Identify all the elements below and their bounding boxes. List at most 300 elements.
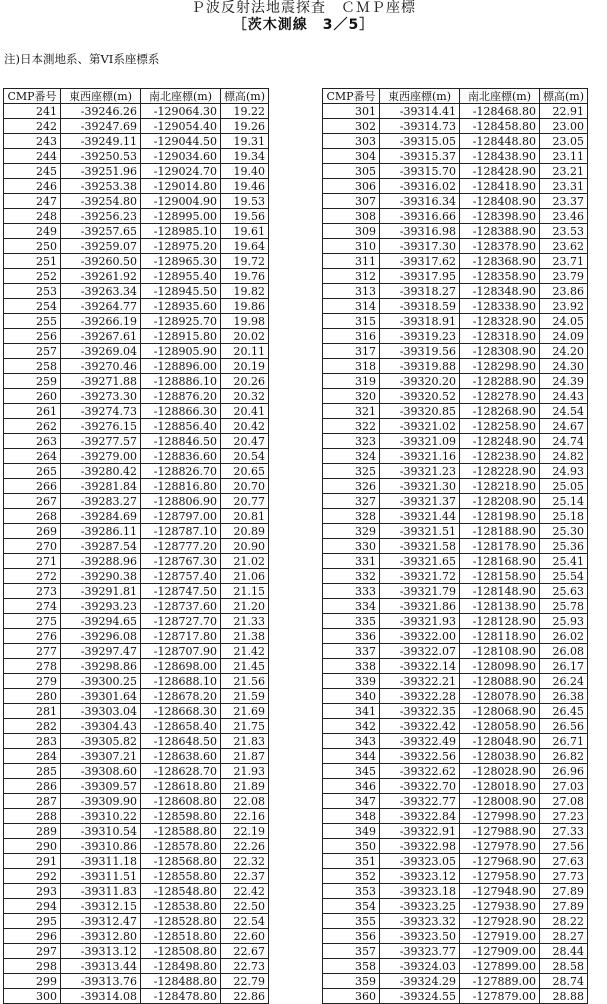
cell-cmp-number: 277 (4, 644, 61, 659)
cell-easting: -39322.00 (380, 629, 460, 644)
table-row (4, 584, 269, 599)
cell-elevation: 22.32 (221, 854, 269, 869)
cell-northing: -128208.90 (460, 494, 540, 509)
cell-elevation: 22.60 (221, 929, 269, 944)
cell-northing: -128318.90 (460, 329, 540, 344)
cell-northing: -128068.90 (460, 704, 540, 719)
cell-easting: -39267.61 (61, 329, 141, 344)
cell-easting: -39324.03 (380, 959, 460, 974)
cell-elevation: 28.74 (540, 974, 588, 989)
table-row (323, 989, 588, 1004)
cell-elevation: 26.38 (540, 689, 588, 704)
cell-easting: -39321.58 (380, 539, 460, 554)
cell-cmp-number: 283 (4, 734, 61, 749)
cell-northing: -128458.80 (460, 119, 540, 134)
cell-easting: -39323.77 (380, 944, 460, 959)
cell-elevation: 22.73 (221, 959, 269, 974)
table-row (323, 839, 588, 854)
table-row (4, 224, 269, 239)
cell-elevation: 26.82 (540, 749, 588, 764)
cell-easting: -39321.93 (380, 614, 460, 629)
cell-easting: -39246.26 (61, 104, 141, 119)
cell-northing: -128278.90 (460, 389, 540, 404)
cell-cmp-number: 261 (4, 404, 61, 419)
cell-easting: -39321.23 (380, 464, 460, 479)
cell-northing: -128737.60 (141, 599, 221, 614)
cell-northing: -128588.80 (141, 824, 221, 839)
cell-cmp-number: 302 (323, 119, 380, 134)
cell-northing: -128915.80 (141, 329, 221, 344)
cell-elevation: 24.09 (540, 329, 588, 344)
cell-easting: -39321.16 (380, 449, 460, 464)
table-row (4, 719, 269, 734)
cell-easting: -39318.27 (380, 284, 460, 299)
cell-cmp-number: 242 (4, 119, 61, 134)
table-row (4, 314, 269, 329)
cell-easting: -39266.19 (61, 314, 141, 329)
table-row (4, 794, 269, 809)
cell-cmp-number: 281 (4, 704, 61, 719)
cell-cmp-number: 289 (4, 824, 61, 839)
cell-northing: -128608.80 (141, 794, 221, 809)
cell-cmp-number: 311 (323, 254, 380, 269)
cell-northing: -128328.90 (460, 314, 540, 329)
cell-northing: -128698.00 (141, 659, 221, 674)
cell-elevation: 22.08 (221, 794, 269, 809)
cell-elevation: 23.62 (540, 239, 588, 254)
cell-elevation: 22.26 (221, 839, 269, 854)
cell-easting: -39313.76 (61, 974, 141, 989)
table-row (323, 899, 588, 914)
cell-easting: -39322.62 (380, 764, 460, 779)
cell-easting: -39310.22 (61, 809, 141, 824)
cell-easting: -39300.25 (61, 674, 141, 689)
cell-easting: -39323.32 (380, 914, 460, 929)
cell-cmp-number: 284 (4, 749, 61, 764)
cell-elevation: 26.24 (540, 674, 588, 689)
cell-elevation: 24.05 (540, 314, 588, 329)
table-row (4, 704, 269, 719)
table-row (323, 629, 588, 644)
cell-cmp-number: 357 (323, 944, 380, 959)
cell-cmp-number: 245 (4, 164, 61, 179)
cell-easting: -39320.20 (380, 374, 460, 389)
cell-northing: -128688.10 (141, 674, 221, 689)
cell-cmp-number: 304 (323, 149, 380, 164)
cell-northing: -128866.30 (141, 404, 221, 419)
cell-northing: -128338.90 (460, 299, 540, 314)
table-row (4, 644, 269, 659)
table-row (323, 674, 588, 689)
cell-easting: -39276.15 (61, 419, 141, 434)
cell-northing: -129014.80 (141, 179, 221, 194)
table-row (323, 944, 588, 959)
cell-cmp-number: 270 (4, 539, 61, 554)
table-row (4, 239, 269, 254)
cell-northing: -128638.60 (141, 749, 221, 764)
cell-cmp-number: 360 (323, 989, 380, 1004)
table-row (4, 299, 269, 314)
cell-easting: -39254.80 (61, 194, 141, 209)
cell-cmp-number: 328 (323, 509, 380, 524)
cell-easting: -39324.55 (380, 989, 460, 1004)
cell-elevation: 26.71 (540, 734, 588, 749)
cell-easting: -39322.98 (380, 839, 460, 854)
cell-northing: -128925.70 (141, 314, 221, 329)
cell-elevation: 21.45 (221, 659, 269, 674)
table-row (4, 914, 269, 929)
cell-cmp-number: 351 (323, 854, 380, 869)
cell-cmp-number: 259 (4, 374, 61, 389)
cell-easting: -39323.12 (380, 869, 460, 884)
table-row (4, 134, 269, 149)
cell-northing: -127938.90 (460, 899, 540, 914)
cell-elevation: 24.93 (540, 464, 588, 479)
cell-cmp-number: 343 (323, 734, 380, 749)
cell-easting: -39323.25 (380, 899, 460, 914)
table-row (4, 569, 269, 584)
cell-cmp-number: 264 (4, 449, 61, 464)
cell-elevation: 22.37 (221, 869, 269, 884)
cell-easting: -39249.11 (61, 134, 141, 149)
cell-elevation: 20.26 (221, 374, 269, 389)
cell-elevation: 19.76 (221, 269, 269, 284)
cell-elevation: 25.93 (540, 614, 588, 629)
table-row (4, 929, 269, 944)
cell-easting: -39298.86 (61, 659, 141, 674)
cell-northing: -127998.90 (460, 809, 540, 824)
table-row (4, 494, 269, 509)
cell-cmp-number: 274 (4, 599, 61, 614)
cell-easting: -39309.90 (61, 794, 141, 809)
cell-easting: -39316.66 (380, 209, 460, 224)
table-row (323, 449, 588, 464)
cell-northing: -127958.90 (460, 869, 540, 884)
cell-elevation: 19.31 (221, 134, 269, 149)
cell-easting: -39323.50 (380, 929, 460, 944)
cell-elevation: 24.82 (540, 449, 588, 464)
cell-northing: -129034.60 (141, 149, 221, 164)
cell-elevation: 24.39 (540, 374, 588, 389)
table-row (4, 539, 269, 554)
cell-northing: -128757.40 (141, 569, 221, 584)
cell-cmp-number: 282 (4, 719, 61, 734)
cell-northing: -128797.00 (141, 509, 221, 524)
cell-elevation: 22.54 (221, 914, 269, 929)
cell-northing: -127948.90 (460, 884, 540, 899)
cell-northing: -128548.80 (141, 884, 221, 899)
cell-cmp-number: 348 (323, 809, 380, 824)
cell-northing: -128717.80 (141, 629, 221, 644)
table-row (323, 179, 588, 194)
cell-cmp-number: 340 (323, 689, 380, 704)
cell-northing: -128508.80 (141, 944, 221, 959)
table-row (323, 119, 588, 134)
cell-northing: -128378.90 (460, 239, 540, 254)
table-row (4, 464, 269, 479)
cell-cmp-number: 257 (4, 344, 61, 359)
cell-easting: -39321.79 (380, 584, 460, 599)
cell-easting: -39301.64 (61, 689, 141, 704)
cell-cmp-number: 320 (323, 389, 380, 404)
table-row (323, 809, 588, 824)
cell-easting: -39256.23 (61, 209, 141, 224)
cell-elevation: 24.43 (540, 389, 588, 404)
cell-northing: -128598.80 (141, 809, 221, 824)
cell-northing: -128388.90 (460, 224, 540, 239)
table-row (323, 554, 588, 569)
cell-cmp-number: 347 (323, 794, 380, 809)
cell-easting: -39318.59 (380, 299, 460, 314)
cell-northing: -128886.10 (141, 374, 221, 389)
cell-elevation: 23.46 (540, 209, 588, 224)
cell-elevation: 25.18 (540, 509, 588, 524)
cell-elevation: 22.79 (221, 974, 269, 989)
cell-elevation: 20.41 (221, 404, 269, 419)
table-row (4, 389, 269, 404)
cell-cmp-number: 356 (323, 929, 380, 944)
cell-easting: -39312.47 (61, 914, 141, 929)
cell-cmp-number: 292 (4, 869, 61, 884)
table-row (323, 164, 588, 179)
table-row (323, 299, 588, 314)
cell-cmp-number: 342 (323, 719, 380, 734)
cell-northing: -128995.00 (141, 209, 221, 224)
cell-northing: -128028.90 (460, 764, 540, 779)
cell-cmp-number: 332 (323, 569, 380, 584)
table-header-row (4, 89, 269, 104)
cell-elevation: 24.67 (540, 419, 588, 434)
cell-cmp-number: 330 (323, 539, 380, 554)
cell-cmp-number: 278 (4, 659, 61, 674)
cell-cmp-number: 349 (323, 824, 380, 839)
cell-northing: -128308.90 (460, 344, 540, 359)
table-row (323, 269, 588, 284)
cell-easting: -39315.70 (380, 164, 460, 179)
cell-elevation: 26.17 (540, 659, 588, 674)
cell-easting: -39316.98 (380, 224, 460, 239)
table-row (323, 344, 588, 359)
cell-northing: -128468.80 (460, 104, 540, 119)
cell-easting: -39320.85 (380, 404, 460, 419)
cell-elevation: 19.40 (221, 164, 269, 179)
cell-elevation: 23.92 (540, 299, 588, 314)
cell-cmp-number: 244 (4, 149, 61, 164)
cell-easting: -39247.69 (61, 119, 141, 134)
cell-cmp-number: 353 (323, 884, 380, 899)
cell-northing: -129054.40 (141, 119, 221, 134)
cell-northing: -128787.10 (141, 524, 221, 539)
table-row (323, 134, 588, 149)
column-header-cmp: CMP番号 (4, 89, 61, 104)
table-row (323, 704, 588, 719)
cell-elevation: 22.67 (221, 944, 269, 959)
cell-northing: -127919.00 (460, 929, 540, 944)
cell-elevation: 21.87 (221, 749, 269, 764)
cell-elevation: 20.65 (221, 464, 269, 479)
cell-easting: -39263.34 (61, 284, 141, 299)
column-header-cmp: CMP番号 (323, 89, 380, 104)
cell-elevation: 24.74 (540, 434, 588, 449)
cell-cmp-number: 279 (4, 674, 61, 689)
table-row (4, 254, 269, 269)
cell-easting: -39322.91 (380, 824, 460, 839)
cell-elevation: 23.11 (540, 149, 588, 164)
cell-elevation: 21.56 (221, 674, 269, 689)
cell-elevation: 27.56 (540, 839, 588, 854)
cell-northing: -128955.40 (141, 269, 221, 284)
cell-easting: -39321.09 (380, 434, 460, 449)
cell-elevation: 23.71 (540, 254, 588, 269)
cell-cmp-number: 295 (4, 914, 61, 929)
cell-northing: -128856.40 (141, 419, 221, 434)
cell-easting: -39322.49 (380, 734, 460, 749)
cell-easting: -39323.18 (380, 884, 460, 899)
cell-easting: -39264.77 (61, 299, 141, 314)
cell-easting: -39308.60 (61, 764, 141, 779)
table-row (323, 734, 588, 749)
cell-cmp-number: 248 (4, 209, 61, 224)
cell-easting: -39259.07 (61, 239, 141, 254)
cell-elevation: 27.63 (540, 854, 588, 869)
page-title: Ｐ波反射法地震探査 ＣＭＰ座標 (191, 0, 416, 16)
cell-elevation: 27.73 (540, 869, 588, 884)
table-row (323, 404, 588, 419)
cell-northing: -127909.00 (460, 944, 540, 959)
cell-northing: -128836.60 (141, 449, 221, 464)
table-row (323, 284, 588, 299)
cell-elevation: 28.27 (540, 929, 588, 944)
cell-cmp-number: 249 (4, 224, 61, 239)
table-row (4, 764, 269, 779)
table-row (323, 509, 588, 524)
cell-cmp-number: 325 (323, 464, 380, 479)
cell-northing: -128058.90 (460, 719, 540, 734)
cell-cmp-number: 243 (4, 134, 61, 149)
cell-elevation: 24.54 (540, 404, 588, 419)
cell-elevation: 21.33 (221, 614, 269, 629)
cell-easting: -39290.38 (61, 569, 141, 584)
cell-cmp-number: 273 (4, 584, 61, 599)
cell-cmp-number: 318 (323, 359, 380, 374)
table-row (323, 479, 588, 494)
cell-cmp-number: 310 (323, 239, 380, 254)
cell-easting: -39305.82 (61, 734, 141, 749)
table-row (4, 374, 269, 389)
cell-cmp-number: 324 (323, 449, 380, 464)
cell-cmp-number: 352 (323, 869, 380, 884)
cell-cmp-number: 306 (323, 179, 380, 194)
cmp-table-right (322, 88, 588, 1004)
cell-easting: -39310.86 (61, 839, 141, 854)
cell-easting: -39311.18 (61, 854, 141, 869)
table-row (323, 794, 588, 809)
cell-northing: -128418.90 (460, 179, 540, 194)
table-row (4, 284, 269, 299)
cell-easting: -39314.41 (380, 104, 460, 119)
table-row (4, 869, 269, 884)
table-row (4, 209, 269, 224)
cell-elevation: 27.23 (540, 809, 588, 824)
cell-elevation: 21.42 (221, 644, 269, 659)
cell-elevation: 19.98 (221, 314, 269, 329)
page-subtitle: ［茨木測線 3／5］ (232, 17, 375, 33)
cell-elevation: 21.20 (221, 599, 269, 614)
cell-cmp-number: 250 (4, 239, 61, 254)
cell-cmp-number: 251 (4, 254, 61, 269)
cell-northing: -128118.90 (460, 629, 540, 644)
cell-northing: -128618.80 (141, 779, 221, 794)
cell-cmp-number: 256 (4, 329, 61, 344)
cell-easting: -39304.43 (61, 719, 141, 734)
table-row (323, 719, 588, 734)
cell-elevation: 19.53 (221, 194, 269, 209)
cell-cmp-number: 258 (4, 359, 61, 374)
cell-easting: -39270.46 (61, 359, 141, 374)
cell-cmp-number: 275 (4, 614, 61, 629)
cell-northing: -128268.90 (460, 404, 540, 419)
cell-cmp-number: 308 (323, 209, 380, 224)
cell-easting: -39322.77 (380, 794, 460, 809)
cell-northing: -128628.70 (141, 764, 221, 779)
cell-easting: -39321.51 (380, 524, 460, 539)
table-row (323, 494, 588, 509)
cell-northing: -128358.90 (460, 269, 540, 284)
cell-elevation: 20.54 (221, 449, 269, 464)
cell-elevation: 20.89 (221, 524, 269, 539)
table-row (4, 734, 269, 749)
table-row (323, 194, 588, 209)
table-row (323, 329, 588, 344)
cell-easting: -39319.23 (380, 329, 460, 344)
cell-easting: -39321.37 (380, 494, 460, 509)
cell-elevation: 21.02 (221, 554, 269, 569)
table-row (323, 869, 588, 884)
cell-cmp-number: 321 (323, 404, 380, 419)
cell-northing: -128168.90 (460, 554, 540, 569)
cell-northing: -128428.90 (460, 164, 540, 179)
cell-easting: -39324.29 (380, 974, 460, 989)
cell-easting: -39253.38 (61, 179, 141, 194)
cell-northing: -128896.00 (141, 359, 221, 374)
cell-elevation: 20.32 (221, 389, 269, 404)
table-row (4, 629, 269, 644)
cell-elevation: 28.58 (540, 959, 588, 974)
cell-easting: -39257.65 (61, 224, 141, 239)
cell-northing: -128088.90 (460, 674, 540, 689)
table-row (4, 944, 269, 959)
cell-northing: -128288.90 (460, 374, 540, 389)
cell-easting: -39322.84 (380, 809, 460, 824)
cell-northing: -129004.90 (141, 194, 221, 209)
table-row (4, 809, 269, 824)
cell-northing: -128518.80 (141, 929, 221, 944)
cell-easting: -39280.42 (61, 464, 141, 479)
cell-elevation: 20.70 (221, 479, 269, 494)
cell-northing: -128038.90 (460, 749, 540, 764)
cell-easting: -39277.57 (61, 434, 141, 449)
table-header-row (323, 89, 588, 104)
cell-northing: -128975.20 (141, 239, 221, 254)
cell-easting: -39316.02 (380, 179, 460, 194)
table-row (4, 974, 269, 989)
table-row (4, 149, 269, 164)
cell-easting: -39274.73 (61, 404, 141, 419)
cell-elevation: 20.11 (221, 344, 269, 359)
cell-cmp-number: 307 (323, 194, 380, 209)
table-row (4, 269, 269, 284)
table-row (4, 779, 269, 794)
